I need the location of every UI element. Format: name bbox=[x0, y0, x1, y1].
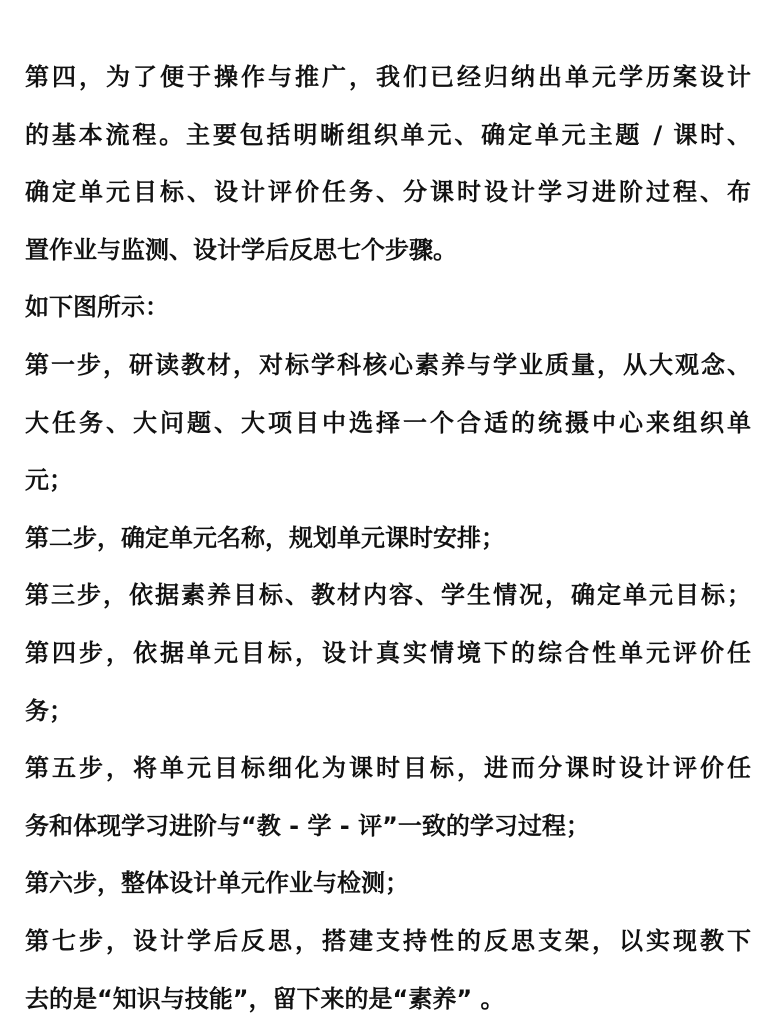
step-1-line-3: 元； bbox=[25, 452, 751, 510]
step-1-paragraph bbox=[25, 337, 751, 510]
intro-line-1: 第四，为了便于操作与推广，我们已经归纳出单元学历案设计 bbox=[25, 49, 751, 107]
step-3-line-1: 第三步，依据素养目标、教材内容、学生情况，确定单元目标； bbox=[25, 567, 751, 625]
intro-line-3: 确定单元目标、设计评价任务、分课时设计学习进阶过程、布 bbox=[25, 164, 751, 222]
document-body bbox=[25, 49, 751, 1028]
step-4-line-1: 第四步，依据单元目标，设计真实情境下的综合性单元评价任 bbox=[25, 625, 751, 683]
figure-caption: 如下图所示： bbox=[25, 279, 751, 337]
step-6-line-1: 第六步，整体设计单元作业与检测； bbox=[25, 855, 751, 913]
step-7-line-2: 去的是“知识与技能”，留下来的是“素养” 。 bbox=[25, 971, 751, 1028]
step-5-line-2: 务和体现学习进阶与“教 - 学 - 评”一致的学习过程； bbox=[25, 798, 751, 856]
step-4-paragraph bbox=[25, 625, 751, 740]
intro-paragraph bbox=[25, 49, 751, 279]
step-2-paragraph bbox=[25, 510, 751, 568]
step-5-paragraph bbox=[25, 740, 751, 855]
step-5-line-1: 第五步，将单元目标细化为课时目标，进而分课时设计评价任 bbox=[25, 740, 751, 798]
intro-line-2: 的基本流程。主要包括明晰组织单元、确定单元主题 / 课时、 bbox=[25, 107, 751, 165]
step-6-paragraph bbox=[25, 855, 751, 913]
step-1-line-1: 第一步，研读教材，对标学科核心素养与学业质量，从大观念、 bbox=[25, 337, 751, 395]
intro-line-4: 置作业与监测、设计学后反思七个步骤。 bbox=[25, 222, 751, 280]
step-1-line-2: 大任务、大问题、大项目中选择一个合适的统摄中心来组织单 bbox=[25, 395, 751, 453]
step-7-line-1: 第七步，设计学后反思，搭建支持性的反思支架，以实现教下 bbox=[25, 913, 751, 971]
step-3-paragraph bbox=[25, 567, 751, 625]
step-7-paragraph bbox=[25, 913, 751, 1028]
step-4-line-2: 务； bbox=[25, 683, 751, 741]
step-2-line-1: 第二步，确定单元名称，规划单元课时安排； bbox=[25, 510, 751, 568]
